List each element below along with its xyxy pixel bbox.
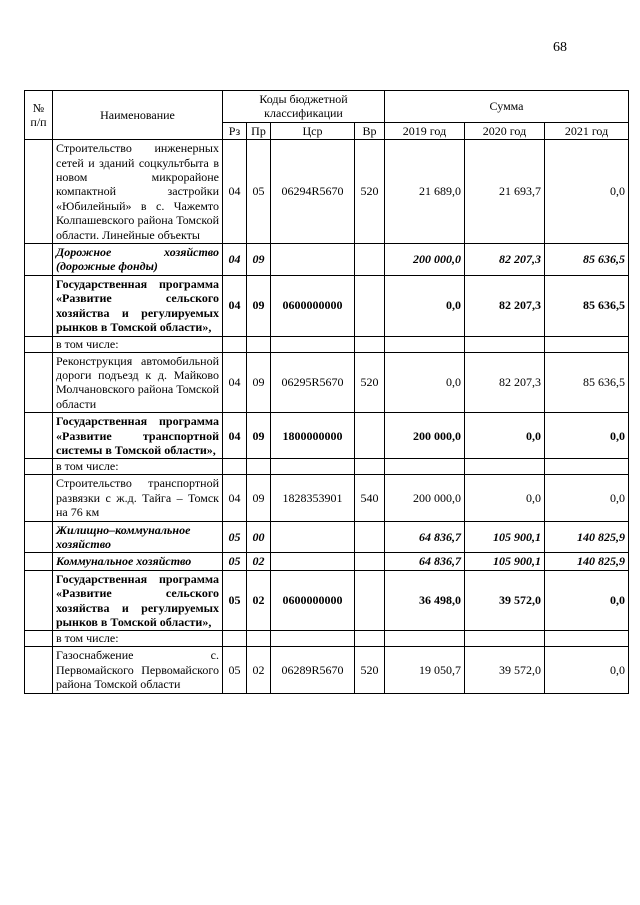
row-2021: 140 825,9 — [545, 553, 629, 570]
row-2020: 39 572,0 — [465, 647, 545, 693]
row-name: Государственная программа «Развитие сельского хозяйства и регулируемых рынков в Томской области», — [53, 275, 223, 336]
row-2020: 0,0 — [465, 475, 545, 521]
row-pr: 09 — [247, 352, 271, 413]
budget-table — [24, 90, 629, 694]
row-2019: 21 689,0 — [385, 140, 465, 244]
row-pr: 09 — [247, 413, 271, 459]
row-csr — [271, 553, 355, 570]
row-vr — [355, 336, 385, 352]
table-row — [25, 352, 629, 413]
row-2020 — [465, 459, 545, 475]
table-row — [25, 647, 629, 693]
row-pr: 09 — [247, 475, 271, 521]
row-rz: 04 — [223, 352, 247, 413]
row-number — [25, 244, 53, 276]
table-row — [25, 275, 629, 336]
row-csr — [271, 631, 355, 647]
row-2019: 0,0 — [385, 352, 465, 413]
row-name: в том числе: — [53, 336, 223, 352]
row-csr — [271, 459, 355, 475]
row-rz: 04 — [223, 413, 247, 459]
row-2020: 105 900,1 — [465, 521, 545, 553]
row-csr: 0600000000 — [271, 275, 355, 336]
row-name: Государственная программа «Развитие сельского хозяйства и регулируемых рынков в Томской области», — [53, 570, 223, 631]
row-number — [25, 336, 53, 352]
row-name: Коммунальное хозяйство — [53, 553, 223, 570]
row-vr — [355, 521, 385, 553]
row-2021: 140 825,9 — [545, 521, 629, 553]
row-pr: 00 — [247, 521, 271, 553]
row-vr: 520 — [355, 140, 385, 244]
row-2019: 200 000,0 — [385, 475, 465, 521]
row-name: в том числе: — [53, 459, 223, 475]
row-rz: 04 — [223, 244, 247, 276]
row-number — [25, 140, 53, 244]
row-pr — [247, 459, 271, 475]
row-2021: 0,0 — [545, 647, 629, 693]
row-2021 — [545, 336, 629, 352]
row-rz: 04 — [223, 475, 247, 521]
row-name: Строительство транспортной развязки с ж.д. Тайга – Томск на 76 км — [53, 475, 223, 521]
row-rz: 04 — [223, 140, 247, 244]
row-vr — [355, 459, 385, 475]
row-number — [25, 647, 53, 693]
row-csr — [271, 521, 355, 553]
row-name: Реконструкция автомобильной дороги подъезд к д. Майково Молчановского района Томской области — [53, 352, 223, 413]
row-rz: 05 — [223, 647, 247, 693]
table-row — [25, 459, 629, 475]
row-vr — [355, 244, 385, 276]
row-vr — [355, 631, 385, 647]
row-name: в том числе: — [53, 631, 223, 647]
row-csr: 06289R5670 — [271, 647, 355, 693]
row-2020: 82 207,3 — [465, 275, 545, 336]
row-name: Строительство инженерных сетей и зданий соцкультбыта в новом микрорайоне компактной застройки «Юбилейный» в с. Чажемто Колпашевского района Томской области. Линейные объекты — [53, 140, 223, 244]
row-pr: 02 — [247, 570, 271, 631]
row-number — [25, 459, 53, 475]
row-number — [25, 275, 53, 336]
row-number — [25, 413, 53, 459]
row-csr: 06295R5670 — [271, 352, 355, 413]
row-rz — [223, 631, 247, 647]
row-2020 — [465, 631, 545, 647]
row-pr: 05 — [247, 140, 271, 244]
row-rz: 05 — [223, 521, 247, 553]
row-vr — [355, 275, 385, 336]
row-2021: 85 636,5 — [545, 352, 629, 413]
table-row — [25, 140, 629, 244]
row-2021: 0,0 — [545, 413, 629, 459]
row-2019: 64 836,7 — [385, 521, 465, 553]
row-vr: 540 — [355, 475, 385, 521]
row-rz — [223, 336, 247, 352]
header-vr: Вр — [355, 122, 385, 139]
row-number — [25, 553, 53, 570]
row-2021: 0,0 — [545, 140, 629, 244]
row-number — [25, 475, 53, 521]
header-rz: Рз — [223, 122, 247, 139]
row-csr: 1800000000 — [271, 413, 355, 459]
header-codes: Коды бюджетной классификации — [223, 91, 385, 123]
row-pr: 02 — [247, 553, 271, 570]
header-num: № п/п — [25, 91, 53, 140]
row-2019: 36 498,0 — [385, 570, 465, 631]
page-number: 68 — [553, 40, 567, 55]
row-number — [25, 631, 53, 647]
row-rz: 04 — [223, 275, 247, 336]
row-vr — [355, 413, 385, 459]
row-2019: 200 000,0 — [385, 244, 465, 276]
row-vr — [355, 570, 385, 631]
table-row — [25, 413, 629, 459]
row-csr — [271, 336, 355, 352]
row-rz: 05 — [223, 553, 247, 570]
row-csr: 06294R5670 — [271, 140, 355, 244]
row-csr: 0600000000 — [271, 570, 355, 631]
table-row — [25, 553, 629, 570]
table-row — [25, 631, 629, 647]
row-2021: 0,0 — [545, 475, 629, 521]
table-row — [25, 244, 629, 276]
row-2019: 19 050,7 — [385, 647, 465, 693]
row-2020: 82 207,3 — [465, 352, 545, 413]
header-2021: 2021 год — [545, 122, 629, 139]
row-2019: 200 000,0 — [385, 413, 465, 459]
header-2020: 2020 год — [465, 122, 545, 139]
table-row — [25, 570, 629, 631]
row-2021 — [545, 459, 629, 475]
table-row — [25, 336, 629, 352]
row-2020: 82 207,3 — [465, 244, 545, 276]
header-csr: Цср — [271, 122, 355, 139]
row-2020 — [465, 336, 545, 352]
row-number — [25, 352, 53, 413]
row-rz — [223, 459, 247, 475]
row-2021: 85 636,5 — [545, 275, 629, 336]
row-2019 — [385, 336, 465, 352]
row-2019: 64 836,7 — [385, 553, 465, 570]
row-2019: 0,0 — [385, 275, 465, 336]
row-2019 — [385, 631, 465, 647]
row-number — [25, 570, 53, 631]
row-2020: 0,0 — [465, 413, 545, 459]
header-pr: Пр — [247, 122, 271, 139]
row-vr — [355, 553, 385, 570]
row-2020: 105 900,1 — [465, 553, 545, 570]
row-name: Государственная программа «Развитие транспортной системы в Томской области», — [53, 413, 223, 459]
row-name: Жилищно–коммунальное хозяйство — [53, 521, 223, 553]
table-row — [25, 521, 629, 553]
row-number — [25, 521, 53, 553]
header-row-1 — [25, 91, 629, 123]
row-rz: 05 — [223, 570, 247, 631]
row-name: Дорожное хозяйство (дорожные фонды) — [53, 244, 223, 276]
row-pr: 02 — [247, 647, 271, 693]
row-2020: 39 572,0 — [465, 570, 545, 631]
header-name: Наименование — [53, 91, 223, 140]
row-name: Газоснабжение с. Первомайского Первомайского района Томской области — [53, 647, 223, 693]
row-vr: 520 — [355, 352, 385, 413]
row-csr — [271, 244, 355, 276]
header-sum: Сумма — [385, 91, 629, 123]
row-vr: 520 — [355, 647, 385, 693]
row-2019 — [385, 459, 465, 475]
row-2021: 0,0 — [545, 570, 629, 631]
row-pr — [247, 336, 271, 352]
table-row — [25, 475, 629, 521]
row-pr: 09 — [247, 275, 271, 336]
row-pr: 09 — [247, 244, 271, 276]
row-csr: 1828353901 — [271, 475, 355, 521]
header-2019: 2019 год — [385, 122, 465, 139]
row-2020: 21 693,7 — [465, 140, 545, 244]
row-pr — [247, 631, 271, 647]
row-2021: 85 636,5 — [545, 244, 629, 276]
row-2021 — [545, 631, 629, 647]
